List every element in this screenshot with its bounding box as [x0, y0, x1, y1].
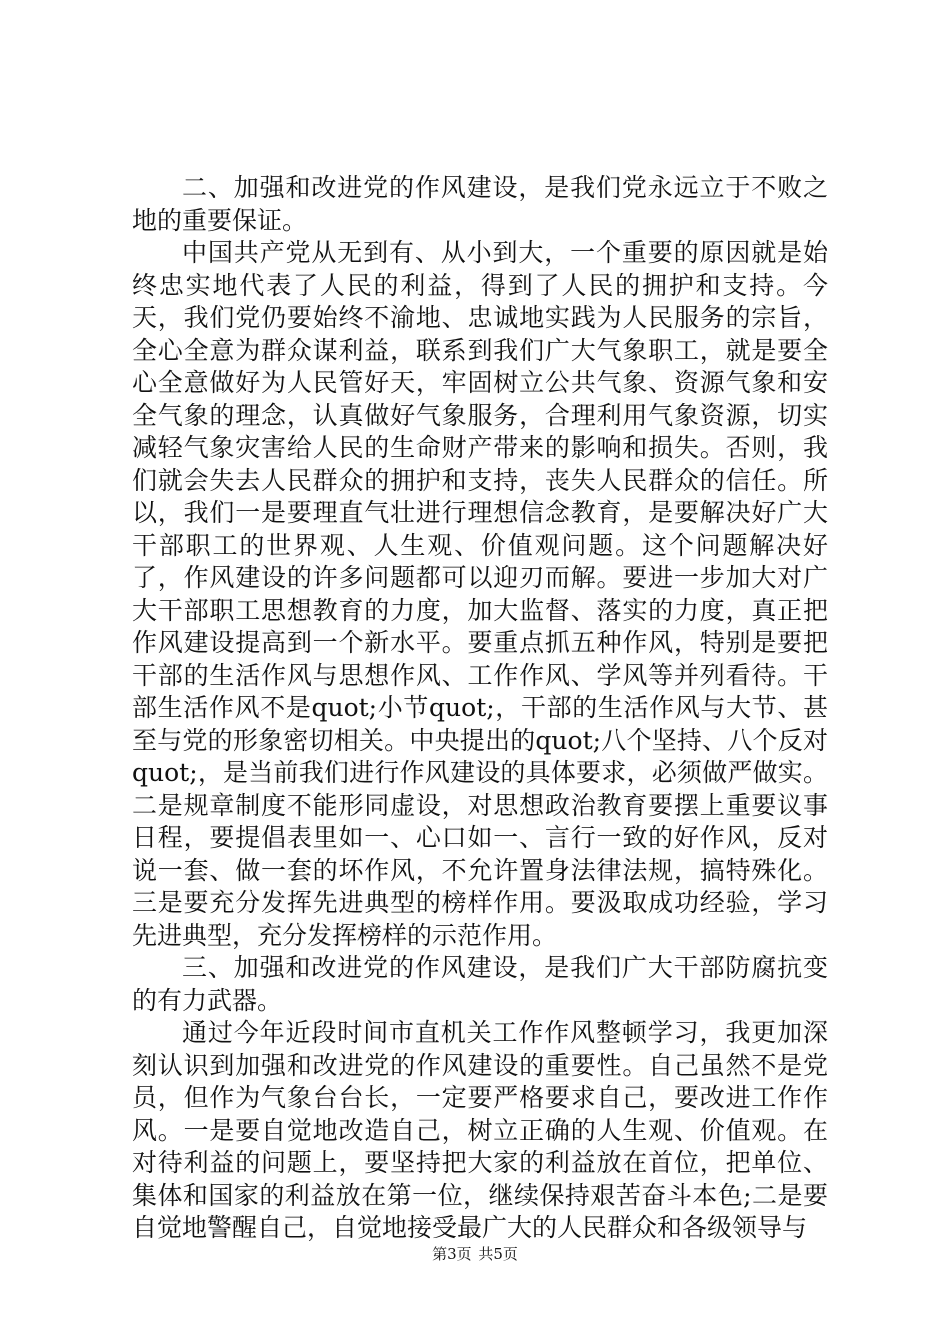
document-body [132, 172, 828, 1245]
page-number-footer: 第3页 共5页 [432, 1245, 518, 1263]
paragraph-heading-two: 二、加强和改进党的作风建设，是我们党永远立于不败之地的重要保证。 [132, 173, 828, 235]
paragraph-heading-three: 三、加强和改进党的作风建设，是我们广大干部防腐抗变的有力武器。 [132, 953, 828, 1015]
paragraph-body-two: 通过今年近段时间市直机关工作作风整顿学习，我更加深刻认识到加强和改进党的作风建设的重要性。自己虽然不是党员，但作为气象台台长，一定要严格要求自己，要改进工作作风。一是要自觉地改造自己，树立正确的人生观、价值观。在对待利益的问题上，要坚持把大家的利益放在首位，把单位、集体和国家的利益放在第一位，继续保持艰苦奋斗本色;二是要自觉地警醒自己，自觉地接受最广大的人民群众和各级领导与 [132, 1018, 828, 1242]
paragraph-body-one: 中国共产党从无到有、从小到大，一个重要的原因就是始终忠实地代表了人民的利益，得到了人民的拥护和支持。今天，我们党仍要始终不渝地、忠诚地实践为人民服务的宗旨，全心全意为群众谋利益，联系到我们广大气象职工，就是要全心全意做好为人民管好天，牢固树立公共气象、资源气象和安全气象的理念，认真做好气象服务，合理利用气象资源，切实减轻气象灾害给人民的生命财产带来的影响和损失。否则，我们就会失去人民群众的拥护和支持，丧失人民群众的信任。所以，我们一是要理直气壮进行理想信念教育，是要解决好广大干部职工的世界观、人生观、价值观问题。这个问题解决好了，作风建设的许多问题都可以迎刃而解。要进一步加大对广大干部职工思想教育的力度，加大监督、落实的力度，真正把作风建设提高到一个新水平。要重点抓五种作风，特别是要把干部的生活作风与思想作风、工作作风、学风等并列看待。干部生活作风不是quot;小节quot;，干部的生活作风与大节、甚至与党的形象密切相关。中央提出的quot;八个坚持、八个反对quot;，是当前我们进行作风建设的具体要求，必须做严做实。二是规章制度不能形同虚设，对思想政治教育要摆上重要议事日程，要提倡表里如一、心口如一、言行一致的好作风，反对说一套、做一套的坏作风，不允许置身法律法规，搞特殊化。三是要充分发挥先进典型的榜样作用。要汲取成功经验，学习先进典型，充分发挥榜样的示范作用。 [132, 238, 828, 950]
